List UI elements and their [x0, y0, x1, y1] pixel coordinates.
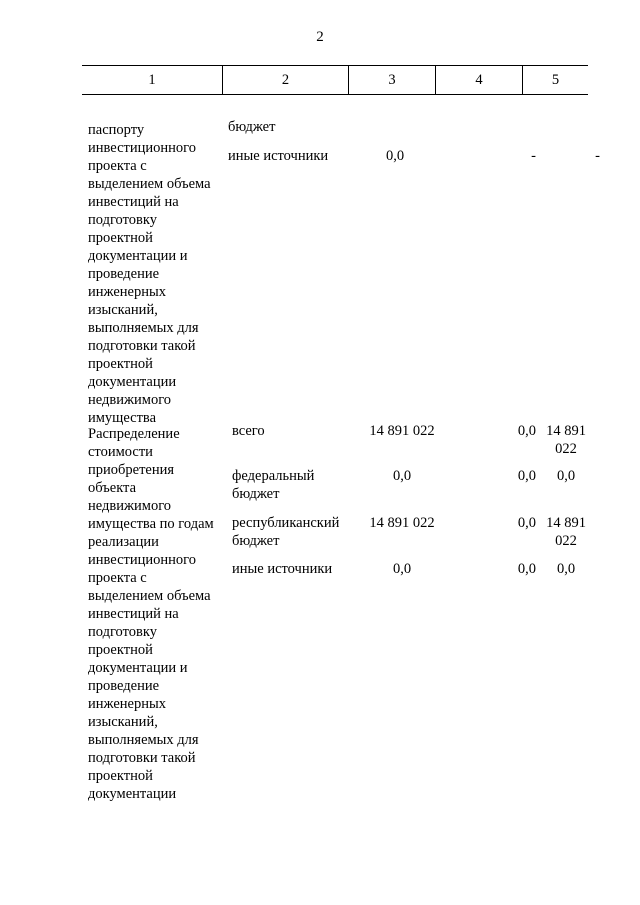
column-header-1: 1: [82, 66, 223, 95]
table-block-2: [82, 422, 584, 802]
row-source: иные источники: [232, 561, 333, 577]
column-header-row: [82, 66, 588, 95]
row-value-col4: -: [531, 148, 536, 164]
column-header-3: 3: [349, 66, 436, 95]
row-value-col5: 14 891 022: [546, 515, 586, 549]
row-value-col4: 0,0: [517, 561, 536, 577]
block-2-description: Распределение стоимости приобретения объекта недвижимого имущества по годам реализации инвестиционного проекта с выделением объема инвестиций на подготовку проектной документации и проведение инженерных изысканий, выполняемых для подготовки такой проектной документации: [88, 426, 214, 802]
column-header-4: 4: [436, 66, 523, 95]
row-value-col5: 14 891 022: [546, 423, 586, 457]
row-value-col5: -: [595, 148, 600, 164]
row-value-col4: 0,0: [517, 468, 536, 484]
row-value-col4: 0,0: [517, 515, 536, 531]
row-value-col3: 0,0: [385, 148, 405, 164]
column-header-2: 2: [223, 66, 349, 95]
row-value-col5: 0,0: [556, 468, 576, 484]
row-value-col3: 14 891 022: [369, 423, 435, 439]
row-source: республиканский бюджет: [232, 515, 340, 549]
row-value-col4: 0,0: [517, 423, 536, 439]
column-header-table: [82, 65, 588, 95]
row-source: федеральный бюджет: [232, 468, 315, 502]
row-value-col3: 0,0: [392, 561, 412, 577]
row-source: бюджет: [228, 119, 276, 135]
table-block-1: [82, 118, 600, 426]
row-value-col3: 0,0: [392, 468, 412, 484]
page-number: 2: [316, 29, 324, 45]
block-1-description: паспорту инвестиционного проекта с выделением объема инвестиций на подготовку проектной документации и проведение инженерных изысканий, выполняемых для подготовки такой проектной документации недвижимого имущества: [88, 122, 211, 426]
row-value-col3: 14 891 022: [369, 515, 435, 531]
column-header-5: 5: [523, 66, 589, 95]
row-value-col5: 0,0: [556, 561, 576, 577]
row-source: иные источники: [228, 148, 329, 164]
row-source: всего: [232, 423, 265, 439]
